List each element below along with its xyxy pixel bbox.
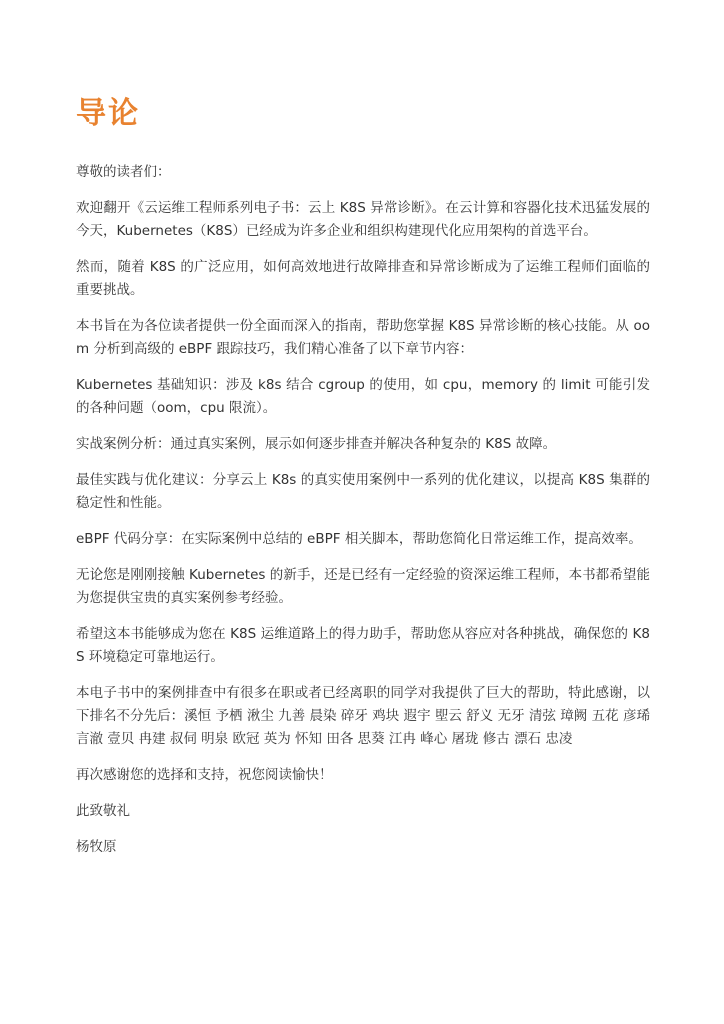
paragraph-challenge: 然而，随着 K8S 的广泛应用，如何高效地进行故障排查和异常诊断成为了运维工程师们面临的重要挑战。: [76, 259, 650, 298]
paragraph-acknowledgements: 本电子书中的案例排查中有很多在职或者已经离职的同学对我提供了巨大的帮助，特此感谢，以下排名不分先后：溪恒 予栖 湫尘 九善 晨染 碎牙 鸡块 遐宇 堲云 舒义 无牙 清弦 璋阙 五花 彦琋 言澈 壹贝 冉建 叔伺 明泉 欧冠 英为 怀知 田各 思葵 江冉 峰心 屠珑 修古 漂石 忠凌: [76, 685, 650, 747]
paragraph-chapter-ebpf: eBPF 代码分享：在实际案例中总结的 eBPF 相关脚本，帮助您简化日常运维工作，提高效率。: [76, 531, 642, 547]
closing: 此致敬礼: [76, 803, 130, 819]
paragraph-chapter-basics: Kubernetes 基础知识：涉及 k8s 结合 cgroup 的使用，如 cpu，memory 的 limit 可能引发的各种问题（oom，cpu 限流）。: [76, 377, 650, 416]
paragraph-thanks: 再次感谢您的选择和支持，祝您阅读愉快！: [76, 767, 333, 783]
paragraph-intro: 欢迎翻开《云运维工程师系列电子书：云上 K8S 异常诊断》。在云计算和容器化技术迅猛发展的今天，Kubernetes（K8S）已经成为许多企业和组织构建现代化应用架构的首选平台。: [76, 200, 650, 239]
paragraph-hope: 希望这本书能够成为您在 K8S 运维道路上的得力助手，帮助您从容应对各种挑战，确保您的 K8S 环境稳定可靠地运行。: [76, 626, 650, 665]
author-signature: 杨牧原: [76, 839, 117, 855]
page-title: 导论: [76, 96, 140, 131]
paragraph-chapter-best-practices: 最佳实践与优化建议：分享云上 K8s 的真实使用案例中一系列的优化建议，以提高 K8S 集群的稳定性和性能。: [76, 472, 650, 511]
document-body: [76, 161, 650, 872]
paragraph-audience: 无论您是刚刚接触 Kubernetes 的新手，还是已经有一定经验的资深运维工程师，本书都希望能为您提供宝贵的真实案例参考经验。: [76, 567, 650, 606]
salutation: 尊敬的读者们：: [76, 164, 171, 180]
paragraph-chapter-cases: 实战案例分析：通过真实案例，展示如何逐步排查并解决各种复杂的 K8S 故障。: [76, 436, 557, 452]
paragraph-purpose: 本书旨在为各位读者提供一份全面而深入的指南，帮助您掌握 K8S 异常诊断的核心技能。从 oom 分析到高级的 eBPF 跟踪技巧，我们精心准备了以下章节内容：: [76, 318, 650, 357]
